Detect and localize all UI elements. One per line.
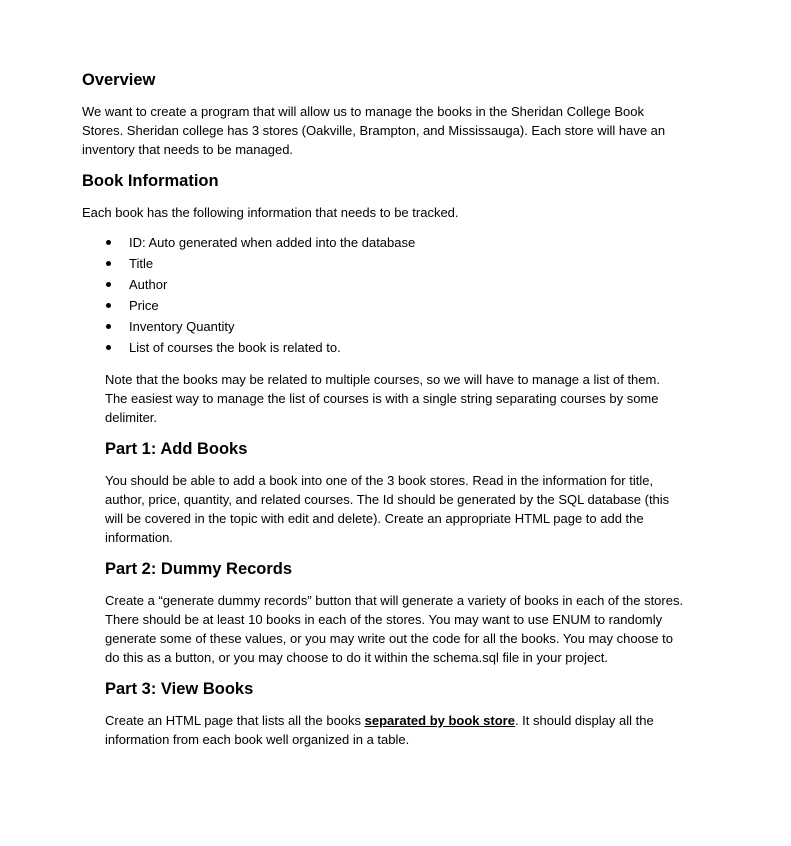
courses-note-paragraph: Note that the books may be related to multiple courses, so we will have to manage a list of them. The easiest way to manage the list of courses is with a single string separating courses by some delimiter.	[105, 372, 660, 425]
list-item: Inventory Quantity	[105, 316, 685, 337]
list-item: ID: Auto generated when added into the database	[105, 232, 685, 253]
part3-paragraph	[105, 711, 685, 749]
part1-paragraph: You should be able to add a book into one of the 3 book stores. Read in the information for title, author, price, quantity, and related courses. The Id should be generated by the SQL database (this will be covered in the topic with edit and delete). Create an appropriate HTML page to add the information.	[105, 473, 670, 545]
part2-paragraph: Create a “generate dummy records” button that will generate a variety of books in each of the stores. There should be at least 10 books in each of the stores. You may want to use ENUM to randomly generate some of these values, or you may write out the code for all the books. You may choose to do this as a button, or you may choose to do it within the schema.sql file in your project.	[105, 593, 684, 665]
list-item: Title	[105, 253, 685, 274]
book-fields-list	[105, 232, 685, 358]
list-item: Price	[105, 295, 685, 316]
part3-heading: Part 3: View Books	[105, 680, 254, 698]
book-information-intro: Each book has the following information that needs to be tracked.	[82, 205, 459, 220]
overview-heading: Overview	[82, 71, 156, 89]
part2-heading: Part 2: Dummy Records	[105, 560, 293, 578]
emphasized-phrase: separated by book store	[364, 713, 515, 728]
part1-heading: Part 1: Add Books	[105, 440, 248, 458]
book-information-heading: Book Information	[82, 172, 219, 190]
part3-text-before: Create an HTML page that lists all the books	[105, 713, 365, 728]
overview-paragraph: We want to create a program that will allow us to manage the books in the Sheridan College Book Stores. Sheridan college has 3 stores (Oakville, Brampton, and Mississauga). Each store will have an inventory that needs to be managed.	[82, 104, 666, 157]
part3-text-after: . It should display all the information from each book well organized in a table.	[105, 713, 654, 747]
list-item: List of courses the book is related to.	[105, 337, 685, 358]
list-item: Author	[105, 274, 685, 295]
